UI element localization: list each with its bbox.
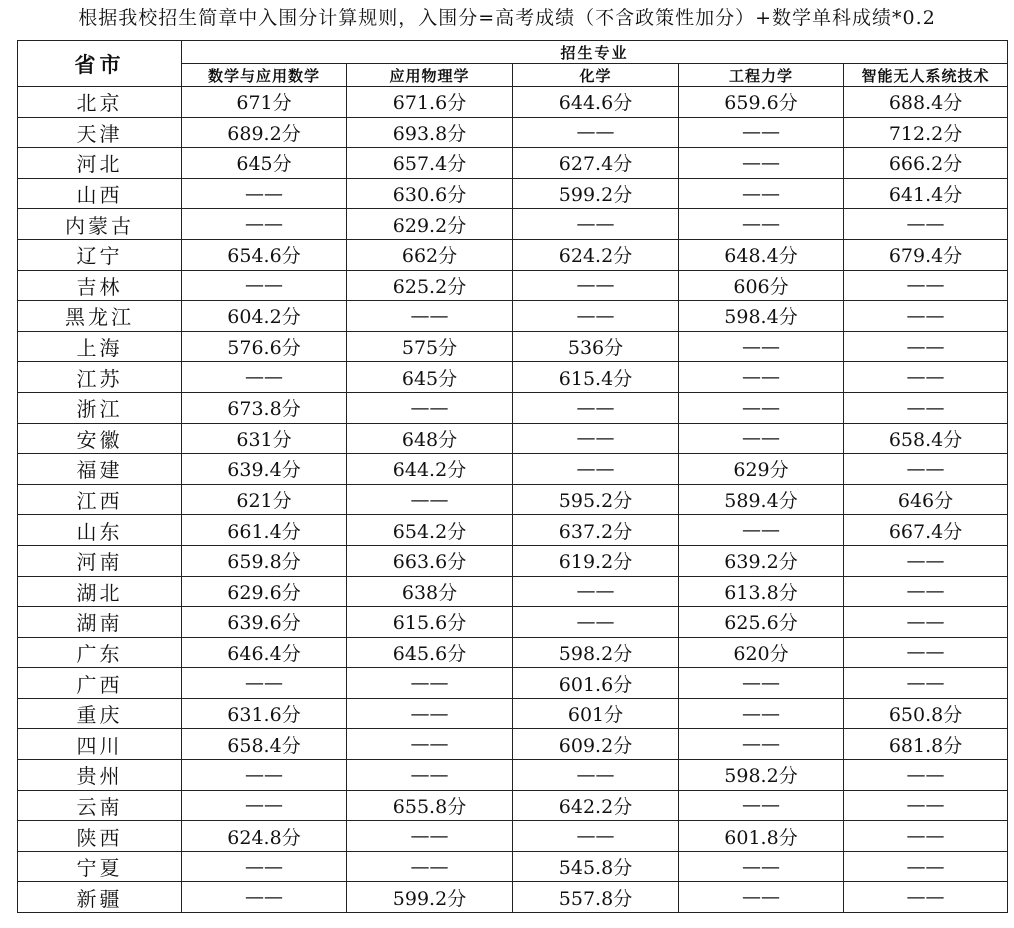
score-cell: 631分	[182, 423, 347, 454]
table-row	[18, 209, 1008, 240]
province-cell: 内蒙古	[18, 209, 182, 240]
score-cell: ——	[679, 851, 844, 882]
score-cell: 619.2分	[513, 545, 679, 576]
score-cell: 599.2分	[513, 178, 679, 209]
score-cell: ——	[347, 821, 513, 852]
score-cell: 595.2分	[513, 484, 679, 515]
province-cell: 北京	[18, 87, 182, 118]
score-cell: ——	[513, 607, 679, 638]
province-cell: 广西	[18, 668, 182, 699]
score-cell: 645分	[182, 148, 347, 179]
table-row	[18, 87, 1008, 118]
score-cell: 671.6分	[347, 87, 513, 118]
score-table-body	[18, 87, 1008, 913]
score-cell: 598.2分	[679, 760, 844, 791]
score-cell: 671分	[182, 87, 347, 118]
province-cell: 四川	[18, 729, 182, 760]
score-cell: 624.8分	[182, 821, 347, 852]
score-cell: 654.2分	[347, 515, 513, 546]
score-cell: 661.4分	[182, 515, 347, 546]
header-row-group	[18, 41, 1008, 64]
score-cell: ——	[844, 209, 1008, 240]
table-row	[18, 576, 1008, 607]
province-cell: 云南	[18, 790, 182, 821]
score-cell: ——	[844, 851, 1008, 882]
score-cell: 604.2分	[182, 301, 347, 332]
score-cell: 598.4分	[679, 301, 844, 332]
province-cell: 上海	[18, 331, 182, 362]
score-cell: ——	[513, 423, 679, 454]
score-cell: ——	[679, 423, 844, 454]
table-row	[18, 301, 1008, 332]
score-cell: 644.2分	[347, 454, 513, 485]
province-cell: 陕西	[18, 821, 182, 852]
table-row	[18, 729, 1008, 760]
calculation-rule-note: 根据我校招生简章中入围分计算规则，入围分=高考成绩（不含政策性加分）+数学单科成绩*0.2	[78, 7, 936, 29]
score-cell: ——	[182, 882, 347, 913]
score-cell: 658.4分	[182, 729, 347, 760]
score-cell: 658.4分	[844, 423, 1008, 454]
score-cell: ——	[844, 301, 1008, 332]
score-cell: ——	[347, 484, 513, 515]
score-cell: ——	[347, 729, 513, 760]
score-cell: ——	[182, 851, 347, 882]
province-cell: 吉林	[18, 270, 182, 301]
score-cell: ——	[844, 607, 1008, 638]
score-cell: ——	[182, 362, 347, 393]
table-row	[18, 851, 1008, 882]
table-row	[18, 239, 1008, 270]
score-cell: ——	[347, 301, 513, 332]
majors-group-header: 招生专业	[182, 41, 1008, 64]
score-cell: ——	[679, 392, 844, 423]
score-cell: 667.4分	[844, 515, 1008, 546]
score-cell: 615.4分	[513, 362, 679, 393]
score-cell: 629.6分	[182, 576, 347, 607]
score-cell: 659.6分	[679, 87, 844, 118]
score-cell: 637.2分	[513, 515, 679, 546]
province-cell: 湖南	[18, 607, 182, 638]
score-cell: 639.2分	[679, 545, 844, 576]
score-cell: ——	[679, 178, 844, 209]
score-cell: ——	[182, 270, 347, 301]
score-cell: ——	[844, 362, 1008, 393]
score-cell: ——	[679, 882, 844, 913]
province-cell: 广东	[18, 637, 182, 668]
score-cell: ——	[679, 515, 844, 546]
score-cell: ——	[513, 209, 679, 240]
table-row	[18, 607, 1008, 638]
score-cell: 621分	[182, 484, 347, 515]
score-cell: 645分	[347, 362, 513, 393]
score-cell: ——	[513, 821, 679, 852]
province-cell: 贵州	[18, 760, 182, 791]
province-cell: 浙江	[18, 392, 182, 423]
score-cell: ——	[513, 392, 679, 423]
score-cell: ——	[347, 851, 513, 882]
score-cell: ——	[679, 209, 844, 240]
score-cell: ——	[844, 331, 1008, 362]
score-cell: 646.4分	[182, 637, 347, 668]
score-cell: ——	[347, 668, 513, 699]
major-header-math: 数学与应用数学	[182, 64, 347, 87]
province-cell: 江苏	[18, 362, 182, 393]
table-row	[18, 148, 1008, 179]
province-cell: 重庆	[18, 698, 182, 729]
score-cell: 606分	[679, 270, 844, 301]
score-cell: 712.2分	[844, 117, 1008, 148]
table-row	[18, 484, 1008, 515]
score-cell: ——	[347, 698, 513, 729]
score-cell: 625.2分	[347, 270, 513, 301]
table-row	[18, 454, 1008, 485]
score-cell: 648分	[347, 423, 513, 454]
score-cell: ——	[679, 790, 844, 821]
score-cell: ——	[513, 576, 679, 607]
province-cell: 黑龙江	[18, 301, 182, 332]
score-cell: 673.8分	[182, 392, 347, 423]
score-cell: 693.8分	[347, 117, 513, 148]
score-cell: 630.6分	[347, 178, 513, 209]
score-cell: 598.2分	[513, 637, 679, 668]
table-row	[18, 760, 1008, 791]
score-cell: 625.6分	[679, 607, 844, 638]
score-cell: 638分	[347, 576, 513, 607]
table-row	[18, 637, 1008, 668]
score-cell: ——	[182, 668, 347, 699]
major-header-chemistry: 化学	[513, 64, 679, 87]
major-header-physics: 应用物理学	[347, 64, 513, 87]
table-row	[18, 362, 1008, 393]
province-cell: 江西	[18, 484, 182, 515]
score-cell: 639.4分	[182, 454, 347, 485]
score-cell: ——	[347, 392, 513, 423]
score-cell: 662分	[347, 239, 513, 270]
score-cell: ——	[182, 209, 347, 240]
score-cell: ——	[844, 668, 1008, 699]
table-row	[18, 698, 1008, 729]
score-cell: 666.2分	[844, 148, 1008, 179]
province-cell: 河北	[18, 148, 182, 179]
score-cell: ——	[182, 178, 347, 209]
score-cell: ——	[679, 668, 844, 699]
score-cell: 659.8分	[182, 545, 347, 576]
score-cell: ——	[844, 576, 1008, 607]
admission-score-table	[17, 40, 1008, 913]
score-cell: 688.4分	[844, 87, 1008, 118]
score-cell: 654.6分	[182, 239, 347, 270]
score-cell: ——	[844, 882, 1008, 913]
score-cell: 615.6分	[347, 607, 513, 638]
score-cell: 589.4分	[679, 484, 844, 515]
table-row	[18, 515, 1008, 546]
province-cell: 新疆	[18, 882, 182, 913]
score-cell: 679.4分	[844, 239, 1008, 270]
table-row	[18, 117, 1008, 148]
table-row	[18, 882, 1008, 913]
table-row	[18, 668, 1008, 699]
score-cell: 648.4分	[679, 239, 844, 270]
score-cell: 620分	[679, 637, 844, 668]
table-row	[18, 821, 1008, 852]
score-cell: ——	[844, 392, 1008, 423]
province-cell: 辽宁	[18, 239, 182, 270]
score-cell: 601.6分	[513, 668, 679, 699]
score-cell: ——	[513, 117, 679, 148]
score-cell: 639.6分	[182, 607, 347, 638]
score-cell: 642.2分	[513, 790, 679, 821]
score-cell: ——	[513, 270, 679, 301]
score-cell: ——	[347, 760, 513, 791]
score-cell: ——	[679, 729, 844, 760]
score-cell: 557.8分	[513, 882, 679, 913]
score-cell: 601分	[513, 698, 679, 729]
score-cell: ——	[844, 637, 1008, 668]
province-cell: 山东	[18, 515, 182, 546]
score-cell: ——	[513, 454, 679, 485]
province-column-header: 省市	[18, 41, 182, 87]
score-cell: 645.6分	[347, 637, 513, 668]
score-cell: 631.6分	[182, 698, 347, 729]
province-cell: 山西	[18, 178, 182, 209]
score-cell: ——	[182, 790, 347, 821]
score-cell: ——	[844, 454, 1008, 485]
province-cell: 河南	[18, 545, 182, 576]
score-cell: 650.8分	[844, 698, 1008, 729]
major-header-unmanned-systems: 智能无人系统技术	[844, 64, 1008, 87]
score-cell: ——	[513, 760, 679, 791]
score-cell: ——	[679, 698, 844, 729]
score-cell: 657.4分	[347, 148, 513, 179]
score-cell: 629分	[679, 454, 844, 485]
score-cell: ——	[844, 545, 1008, 576]
province-cell: 湖北	[18, 576, 182, 607]
score-cell: 627.4分	[513, 148, 679, 179]
score-cell: 624.2分	[513, 239, 679, 270]
score-cell: 609.2分	[513, 729, 679, 760]
score-cell: ——	[182, 760, 347, 791]
score-cell: ——	[679, 117, 844, 148]
score-cell: 599.2分	[347, 882, 513, 913]
score-cell: 629.2分	[347, 209, 513, 240]
table-row	[18, 331, 1008, 362]
score-cell: ——	[679, 331, 844, 362]
score-cell: 641.4分	[844, 178, 1008, 209]
province-cell: 天津	[18, 117, 182, 148]
score-cell: ——	[513, 301, 679, 332]
score-cell: 575分	[347, 331, 513, 362]
score-cell: 655.8分	[347, 790, 513, 821]
score-cell: ——	[679, 148, 844, 179]
score-cell: ——	[844, 270, 1008, 301]
major-header-mechanics: 工程力学	[679, 64, 844, 87]
score-cell: 601.8分	[679, 821, 844, 852]
table-row	[18, 178, 1008, 209]
province-cell: 安徽	[18, 423, 182, 454]
score-cell: 536分	[513, 331, 679, 362]
score-cell: ——	[844, 821, 1008, 852]
province-cell: 宁夏	[18, 851, 182, 882]
score-cell: ——	[844, 760, 1008, 791]
score-cell: 681.8分	[844, 729, 1008, 760]
province-cell: 福建	[18, 454, 182, 485]
table-row	[18, 545, 1008, 576]
score-cell: ——	[679, 362, 844, 393]
table-row	[18, 392, 1008, 423]
score-cell: ——	[844, 790, 1008, 821]
score-cell: 663.6分	[347, 545, 513, 576]
score-cell: 545.8分	[513, 851, 679, 882]
score-cell: 689.2分	[182, 117, 347, 148]
table-row	[18, 270, 1008, 301]
score-cell: 613.8分	[679, 576, 844, 607]
score-cell: 646分	[844, 484, 1008, 515]
table-row	[18, 423, 1008, 454]
score-cell: 644.6分	[513, 87, 679, 118]
score-cell: 576.6分	[182, 331, 347, 362]
table-row	[18, 790, 1008, 821]
